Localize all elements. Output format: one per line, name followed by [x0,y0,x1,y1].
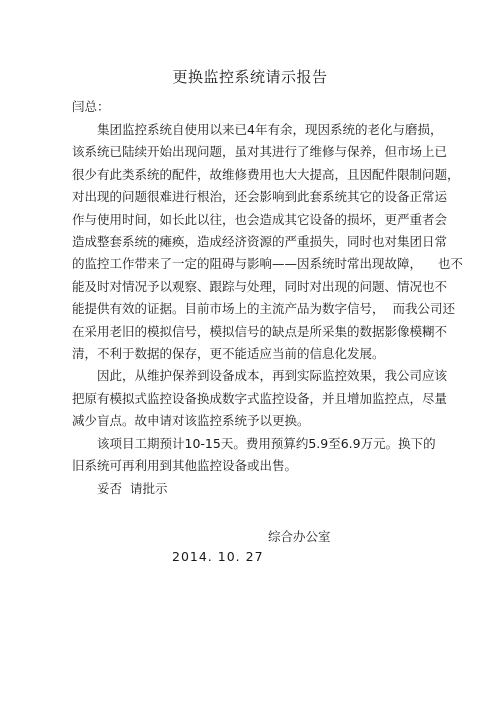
paragraph-line: 因此，从维护保养到设备成本，再到实际监控效果，我公司应该 [97,368,448,384]
signature-date: 2014. 10. 27 [172,549,264,564]
document-title: 更换监控系统请示报告 [172,68,328,86]
paragraph-background [72,119,463,365]
document-body [72,119,463,500]
signature-office: 综合办公室 [268,529,331,544]
paragraph-line: 能提供有效的证据。目前市场上的主流产品为数字信号， 而我公司还 [72,301,455,317]
paragraph-line: 该项目工期预计10-15天。费用预算约5.9至6.9万元。换下的 [97,435,436,451]
paragraph-closing [72,478,417,500]
paragraph-proposal [72,365,448,432]
paragraph-line: 把原有模拟式监控设备换成数字式监控设备，并且增加监控点，尽量 [72,390,448,406]
paragraph-line: 该系统已陆续开始出现问题，虽对其进行了维修与保养，但市场上已 [72,144,448,160]
paragraph-line: 的监控工作带来了一定的阻碍与影响——因系统时常出现故障， 也不 [72,256,463,272]
paragraph-line: 旧系统可再利用到其他监控设备或出售。 [72,458,298,474]
paragraph-line: 对出现的问题很难进行根治，还会影响到此套系统其它的设备正常运 [72,189,448,205]
paragraph-budget [72,433,436,478]
paragraph-line: 在采用老旧的模拟信号，模拟信号的缺点是所采集的数据影像模糊不 [72,323,448,339]
paragraph-line: 作与使用时间，如长此以往，也会造成其它设备的损坏，更严重者会 [72,211,448,227]
paragraph-line: 集团监控系统自使用以来已4年有余，现因系统的老化与磨损， [97,122,443,137]
paragraph-line: 清，不利于数据的保存，更不能适应当前的信息化发展。 [72,346,385,362]
paragraph-line: 很少有此类系统的配件，故维修费用也大大提高，且因配件限制问题， [72,166,460,182]
paragraph-line: 造成整套系统的瘫痪，造成经济资源的严重损失，同时也对集团日常 [72,234,448,250]
closing-request: 妥否 请批示 [97,480,168,496]
paragraph-line: 能及时对情况予以观察、跟踪与处理，同时对出现的问题、情况也不 [72,278,448,294]
salutation: 闫总： [72,99,110,114]
paragraph-line: 减少盲点。故申请对该监控系统予以更换。 [72,413,310,429]
